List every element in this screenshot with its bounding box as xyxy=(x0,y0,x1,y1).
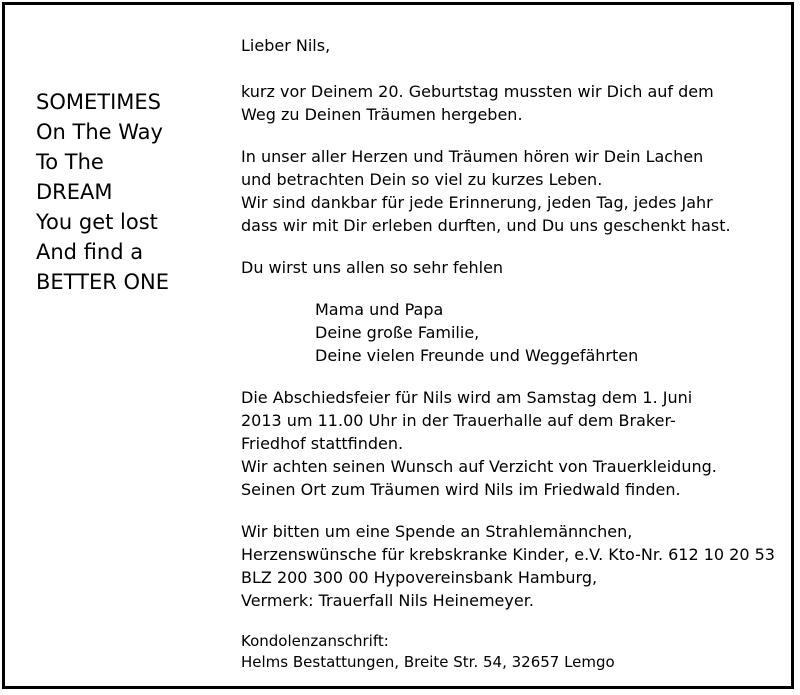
greeting: Lieber Nils, xyxy=(241,36,331,55)
motto-poem xyxy=(36,87,169,297)
ceremony-line: 2013 um 11.00 Uhr in der Trauerhalle auf dem Braker- xyxy=(241,411,676,430)
paragraph-line: Weg zu Deinen Träumen hergeben. xyxy=(241,105,523,124)
ceremony-line: Seinen Ort zum Träumen wird Nils im Friedwald finden. xyxy=(241,480,681,499)
motto-line: On The Way xyxy=(36,120,163,144)
obituary-notice xyxy=(2,2,794,689)
paragraph-line: In unser aller Herzen und Träumen hören wir Dein Lachen xyxy=(241,147,704,166)
motto-line: You get lost xyxy=(36,210,158,234)
condolence-address: Helms Bestattungen, Breite Str. 54, 32657 Lemgo xyxy=(241,653,615,671)
signature-line: Deine große Familie, xyxy=(315,323,480,342)
donation-line: BLZ 200 300 00 Hypovereinsbank Hamburg, xyxy=(241,568,598,587)
signature-line: Mama und Papa xyxy=(315,300,444,319)
ceremony-line: Wir achten seinen Wunsch auf Verzicht von Trauerkleidung. xyxy=(241,457,717,476)
paragraph-line: dass wir mit Dir erleben durften, und Du uns geschenkt hast. xyxy=(241,216,731,235)
condolence-label: Kondolenzanschrift: xyxy=(241,632,389,650)
paragraph-line: Wir sind dankbar für jede Erinnerung, jeden Tag, jedes Jahr xyxy=(241,193,713,212)
motto-line: To The xyxy=(36,150,104,174)
motto-line: DREAM xyxy=(36,180,113,204)
paragraph-line: kurz vor Deinem 20. Geburtstag mussten wir Dich auf dem xyxy=(241,82,714,101)
motto-line: SOMETIMES xyxy=(36,90,161,114)
ceremony-line: Friedhof stattfinden. xyxy=(241,434,404,453)
donation-line: Wir bitten um eine Spende an Strahlemännchen, xyxy=(241,522,633,541)
ceremony-line: Die Abschiedsfeier für Nils wird am Samstag dem 1. Juni xyxy=(241,388,693,407)
signatures xyxy=(241,298,789,367)
paragraph-line: und betrachten Dein so viel zu kurzes Leben. xyxy=(241,170,603,189)
motto-line: BETTER ONE xyxy=(36,270,170,294)
letter-body xyxy=(241,34,789,673)
donation-line: Vermerk: Trauerfall Nils Heinemeyer. xyxy=(241,591,534,610)
farewell-line: Du wirst uns allen so sehr fehlen xyxy=(241,258,504,277)
donation-line: Herzenswünsche für krebskranke Kinder, e.V. Kto-Nr. 612 10 20 53 xyxy=(241,545,775,564)
signature-line: Deine vielen Freunde und Weggefährten xyxy=(315,346,639,365)
motto-line: And find a xyxy=(36,240,144,264)
